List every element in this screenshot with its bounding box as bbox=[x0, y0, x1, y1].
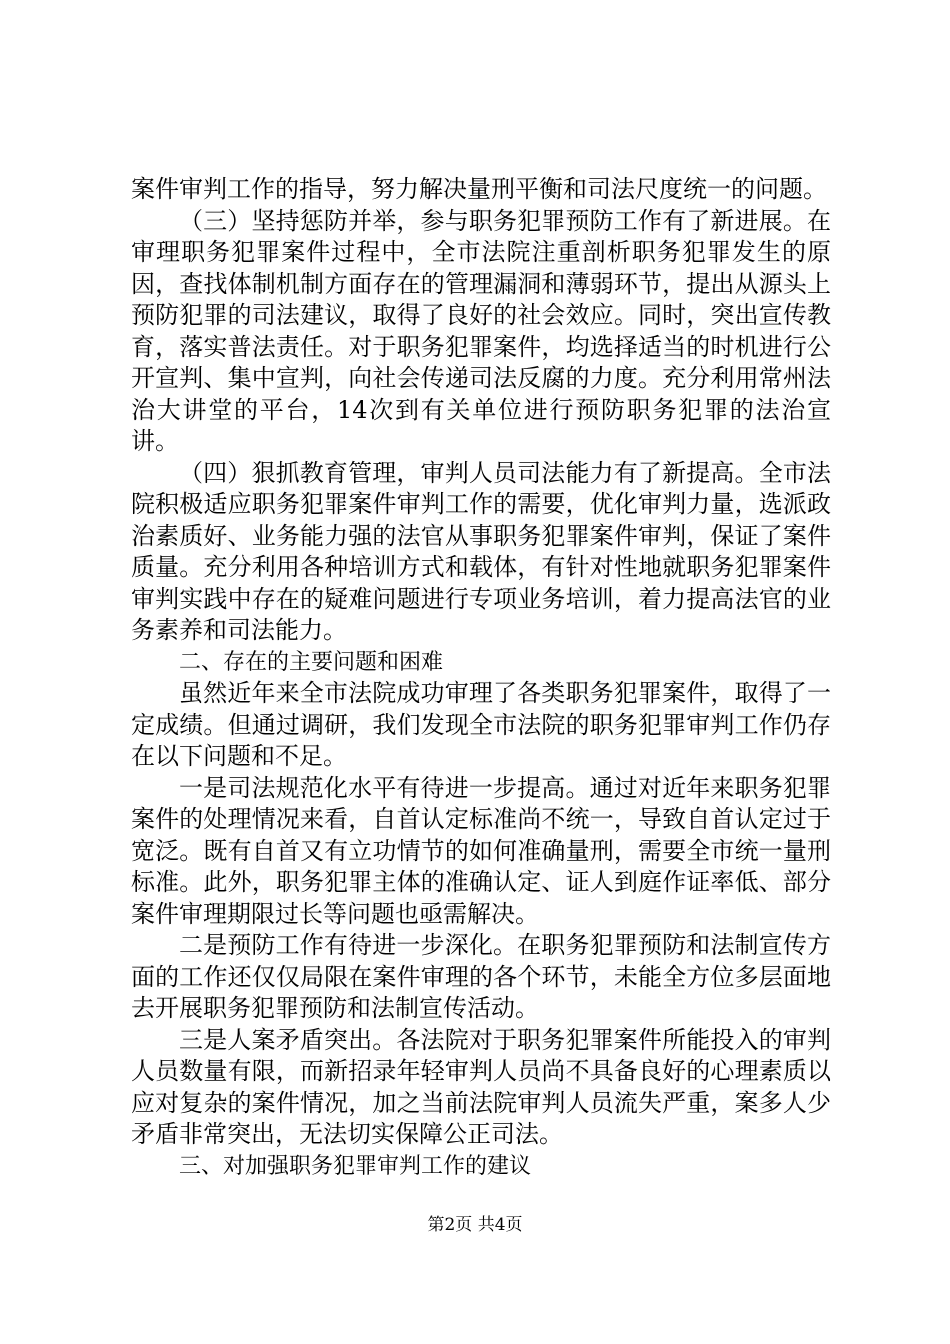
document-body bbox=[131, 174, 831, 1182]
paragraph-0: 案件审判工作的指导，努力解决量刑平衡和司法尺度统一的问题。 bbox=[131, 175, 827, 203]
section-heading-3: 三、对加强职务犯罪审判工作的建议 bbox=[179, 1153, 532, 1179]
paragraph-4: 虽然近年来全市法院成功审理了各类职务犯罪案件，取得了一定成绩。但通过调研，我们发现全市法院的职务犯罪审判工作仍存在以下问题和不足。 bbox=[131, 679, 831, 770]
page-number-footer: 第2页 共4页 bbox=[427, 1215, 523, 1235]
paragraph-7: 三是人案矛盾突出。各法院对于职务犯罪案件所能投入的审判人员数量有限，而新招录年轻审判人员尚不具备良好的心理素质以应对复杂的案件情况，加之当前法院审判人员流失严重，案多人少矛盾非常突出，无法切实保障公正司法。 bbox=[131, 1025, 831, 1148]
paragraph-6: 二是预防工作有待进一步深化。在职务犯罪预防和法制宣传方面的工作还仅仅局限在案件审理的各个环节，未能全方位多层面地去开展职务犯罪预防和法制宣传活动。 bbox=[131, 931, 831, 1022]
paragraph-2: （四）狠抓教育管理，审判人员司法能力有了新提高。全市法院积极适应职务犯罪案件审判工作的需要，优化审判力量，选派政治素质好、业务能力强的法官从事职务犯罪案件审判，保证了案件质量。充分利用各种培训方式和载体，有针对性地就职务犯罪案件审判实践中存在的疑难问题进行专项业务培训，着力提高法官的业务素养和司法能力。 bbox=[131, 458, 831, 644]
paragraph-5: 一是司法规范化水平有待进一步提高。通过对近年来职务犯罪案件的处理情况来看，自首认定标准尚不统一，导致自首认定过于宽泛。既有自首又有立功情节的如何准确量刑，需要全市统一量刑标准。此外，职务犯罪主体的准确认定、证人到庭作证率低、部分案件审理期限过长等问题也亟需解决。 bbox=[131, 773, 831, 928]
paragraph-1: （三）坚持惩防并举，参与职务犯罪预防工作有了新进展。在审理职务犯罪案件过程中，全市法院注重剖析职务犯罪发生的原因，查找体制机制方面存在的管理漏洞和薄弱环节，提出从源头上预防犯罪的司法建议，取得了良好的社会效应。同时，突出宣传教育，落实普法责任。对于职务犯罪案件，均选择适当的时机进行公开宣判、集中宣判，向社会传递司法反腐的力度。充分利用常州法治大讲堂的平台，14次到有关单位进行预防职务犯罪的法治宣讲。 bbox=[131, 206, 831, 455]
section-heading-2: 二、存在的主要问题和困难 bbox=[179, 649, 444, 675]
